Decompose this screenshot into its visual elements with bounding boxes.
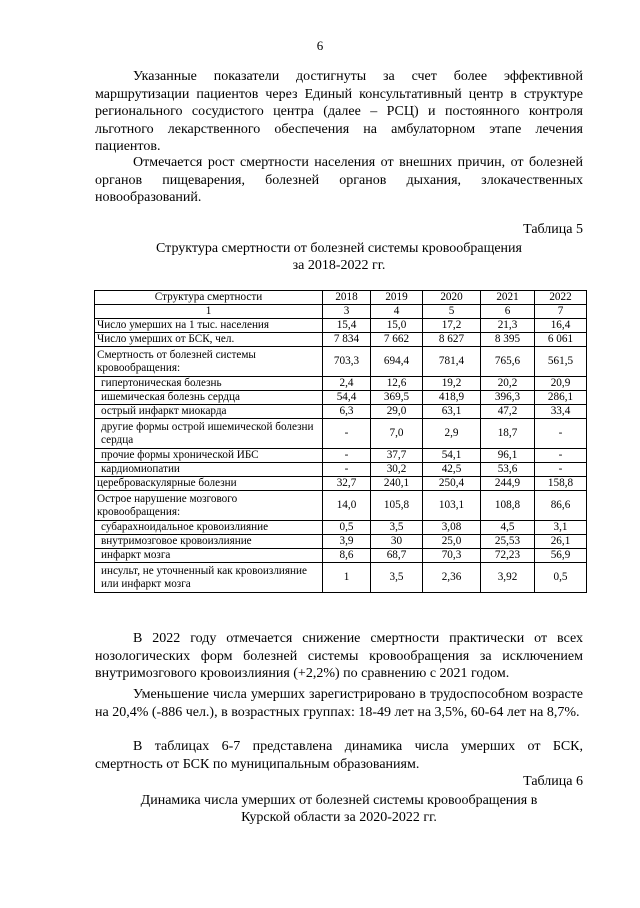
cell-value: 2,4	[323, 377, 371, 391]
cell-value: 396,3	[481, 391, 535, 405]
cell-value: 56,9	[535, 549, 587, 563]
row-label: Острое нарушение мозгового кровообращения:	[95, 491, 323, 521]
header-cell-2021: 2021	[481, 291, 535, 305]
row-label: инсульт, не уточненный как кровоизлияние или инфаркт мозга	[95, 563, 323, 593]
table-row	[95, 463, 587, 477]
header-cell-structure: Структура смертности	[95, 291, 323, 305]
table-header-row	[95, 291, 587, 305]
cell-value: 70,3	[423, 549, 481, 563]
cell-value: 2,36	[423, 563, 481, 593]
cell-value: 3,5	[371, 521, 423, 535]
mortality-structure-table	[94, 290, 587, 593]
cell-value: 244,9	[481, 477, 535, 491]
cell-value: 25,53	[481, 535, 535, 549]
header-cell-2018: 2018	[323, 291, 371, 305]
table6-title	[95, 792, 583, 826]
row-label: цереброваскулярные болезни	[95, 477, 323, 491]
table-row	[95, 563, 587, 593]
table-row	[95, 377, 587, 391]
cell-value: 7,0	[371, 419, 423, 449]
row-label: ишемическая болезнь сердца	[95, 391, 323, 405]
cell-value: 37,7	[371, 449, 423, 463]
table-row	[95, 333, 587, 347]
cell-value: 250,4	[423, 477, 481, 491]
cell-value: 8 627	[423, 333, 481, 347]
cell-value: 72,23	[481, 549, 535, 563]
cell-value: 12,6	[371, 377, 423, 391]
cell-value: 105,8	[371, 491, 423, 521]
page-number: 6	[316, 38, 324, 53]
cell-value: 30	[371, 535, 423, 549]
table-row	[95, 391, 587, 405]
cell-value: 30,2	[371, 463, 423, 477]
cell-value: 19,2	[423, 377, 481, 391]
after-paragraph-2: Уменьшение числа умерших зарегистрировано в трудоспособном возрасте на 20,4% (-886 чел.), в возрастных группах: 18-49 лет на 3,5%, 60-64 лет на 8,7%.	[95, 687, 583, 720]
row-label: инфаркт мозга	[95, 549, 323, 563]
cell-value: 3,5	[371, 563, 423, 593]
col-number: 5	[423, 305, 481, 319]
cell-value: 54,4	[323, 391, 371, 405]
cell-value: 20,9	[535, 377, 587, 391]
table-row	[95, 521, 587, 535]
row-label: гипертоническая болезнь	[95, 377, 323, 391]
cell-value: 3,1	[535, 521, 587, 535]
cell-value: 694,4	[371, 347, 423, 377]
cell-value: 561,5	[535, 347, 587, 377]
table5-title-line2: за 2018-2022 гг.	[292, 258, 386, 273]
cell-value: 15,0	[371, 319, 423, 333]
cell-value: 240,1	[371, 477, 423, 491]
cell-value: 96,1	[481, 449, 535, 463]
col-number: 6	[481, 305, 535, 319]
intro-paragraph-1: Указанные показатели достигнуты за счет более эффективной маршрутизации пациентов через Единый консультативный центр в структуре регионального сосудистого центра (далее – РСЦ) и постоянного контроля льготного лекарственного обеспечения на амбулаторном этапе лечения пациентов.	[95, 69, 583, 154]
table-row	[95, 449, 587, 463]
cell-value: 63,1	[423, 405, 481, 419]
intro-paragraph-2: Отмечается рост смертности населения от внешних причин, от болезней органов пищеварения, болезней органов дыхания, злокачественных новообразований.	[95, 155, 583, 205]
column-number-row	[95, 305, 587, 319]
cell-value: 7 834	[323, 333, 371, 347]
cell-value: 25,0	[423, 535, 481, 549]
cell-value: 1	[323, 563, 371, 593]
table6-label: Таблица 6	[523, 774, 583, 789]
table-row	[95, 347, 587, 377]
table5-title-line1: Структура смертности от болезней системы кровообращения	[156, 241, 522, 256]
cell-value: 286,1	[535, 391, 587, 405]
cell-value: -	[535, 419, 587, 449]
cell-value: 781,4	[423, 347, 481, 377]
cell-value: 6,3	[323, 405, 371, 419]
cell-value: 32,7	[323, 477, 371, 491]
cell-value: 15,4	[323, 319, 371, 333]
table-row	[95, 535, 587, 549]
cell-value: 53,6	[481, 463, 535, 477]
cell-value: -	[535, 449, 587, 463]
table-row	[95, 405, 587, 419]
cell-value: -	[323, 449, 371, 463]
col-number: 1	[95, 305, 323, 319]
row-label: субарахноидальное кровоизлияние	[95, 521, 323, 535]
cell-value: 21,3	[481, 319, 535, 333]
header-cell-2020: 2020	[423, 291, 481, 305]
table6-title-line1: Динамика числа умерших от болезней системы кровообращения в	[140, 793, 538, 808]
after-paragraph-1: В 2022 году отмечается снижение смертности практически от всех нозологических форм болезней системы кровообращения за исключением внутримозгового кровоизлияния (+2,2%) по сравнению с 2021 годом.	[95, 631, 583, 681]
cell-value: -	[323, 463, 371, 477]
header-cell-2022: 2022	[535, 291, 587, 305]
col-number: 7	[535, 305, 587, 319]
cell-value: 42,5	[423, 463, 481, 477]
cell-value: -	[535, 463, 587, 477]
table5-title	[95, 240, 583, 274]
cell-value: 18,7	[481, 419, 535, 449]
cell-value: 86,6	[535, 491, 587, 521]
table-row	[95, 477, 587, 491]
cell-value: 0,5	[535, 563, 587, 593]
cell-value: 47,2	[481, 405, 535, 419]
cell-value: 765,6	[481, 347, 535, 377]
cell-value: 29,0	[371, 405, 423, 419]
table5-label: Таблица 5	[523, 222, 583, 237]
cell-value: 7 662	[371, 333, 423, 347]
cell-value: 703,3	[323, 347, 371, 377]
cell-value: -	[323, 419, 371, 449]
cell-value: 8,6	[323, 549, 371, 563]
row-label: прочие формы хронической ИБС	[95, 449, 323, 463]
col-number: 4	[371, 305, 423, 319]
table-row	[95, 491, 587, 521]
cell-value: 8 395	[481, 333, 535, 347]
row-label: Число умерших на 1 тыс. населения	[95, 319, 323, 333]
cell-value: 2,9	[423, 419, 481, 449]
cell-value: 54,1	[423, 449, 481, 463]
col-number: 3	[323, 305, 371, 319]
cell-value: 3,92	[481, 563, 535, 593]
cell-value: 68,7	[371, 549, 423, 563]
cell-value: 6 061	[535, 333, 587, 347]
cell-value: 0,5	[323, 521, 371, 535]
row-label: внутримозговое кровоизлияние	[95, 535, 323, 549]
row-label: кардиомиопатии	[95, 463, 323, 477]
row-label: Смертность от болезней системы кровообращения:	[95, 347, 323, 377]
after-paragraph-3: В таблицах 6-7 представлена динамика числа умерших от БСК, смертность от БСК по муниципальным образованиям.	[95, 739, 583, 772]
cell-value: 20,2	[481, 377, 535, 391]
table6-title-line2: Курской области за 2020-2022 гг.	[241, 810, 437, 825]
cell-value: 4,5	[481, 521, 535, 535]
row-label: Число умерших от БСК, чел.	[95, 333, 323, 347]
table-row	[95, 419, 587, 449]
cell-value: 418,9	[423, 391, 481, 405]
row-label: другие формы острой ишемической болезни сердца	[95, 419, 323, 449]
cell-value: 158,8	[535, 477, 587, 491]
row-label: острый инфаркт миокарда	[95, 405, 323, 419]
cell-value: 26,1	[535, 535, 587, 549]
cell-value: 369,5	[371, 391, 423, 405]
table-row	[95, 319, 587, 333]
cell-value: 108,8	[481, 491, 535, 521]
cell-value: 3,08	[423, 521, 481, 535]
table-row	[95, 549, 587, 563]
cell-value: 17,2	[423, 319, 481, 333]
header-cell-2019: 2019	[371, 291, 423, 305]
cell-value: 16,4	[535, 319, 587, 333]
cell-value: 103,1	[423, 491, 481, 521]
cell-value: 3,9	[323, 535, 371, 549]
cell-value: 33,4	[535, 405, 587, 419]
cell-value: 14,0	[323, 491, 371, 521]
